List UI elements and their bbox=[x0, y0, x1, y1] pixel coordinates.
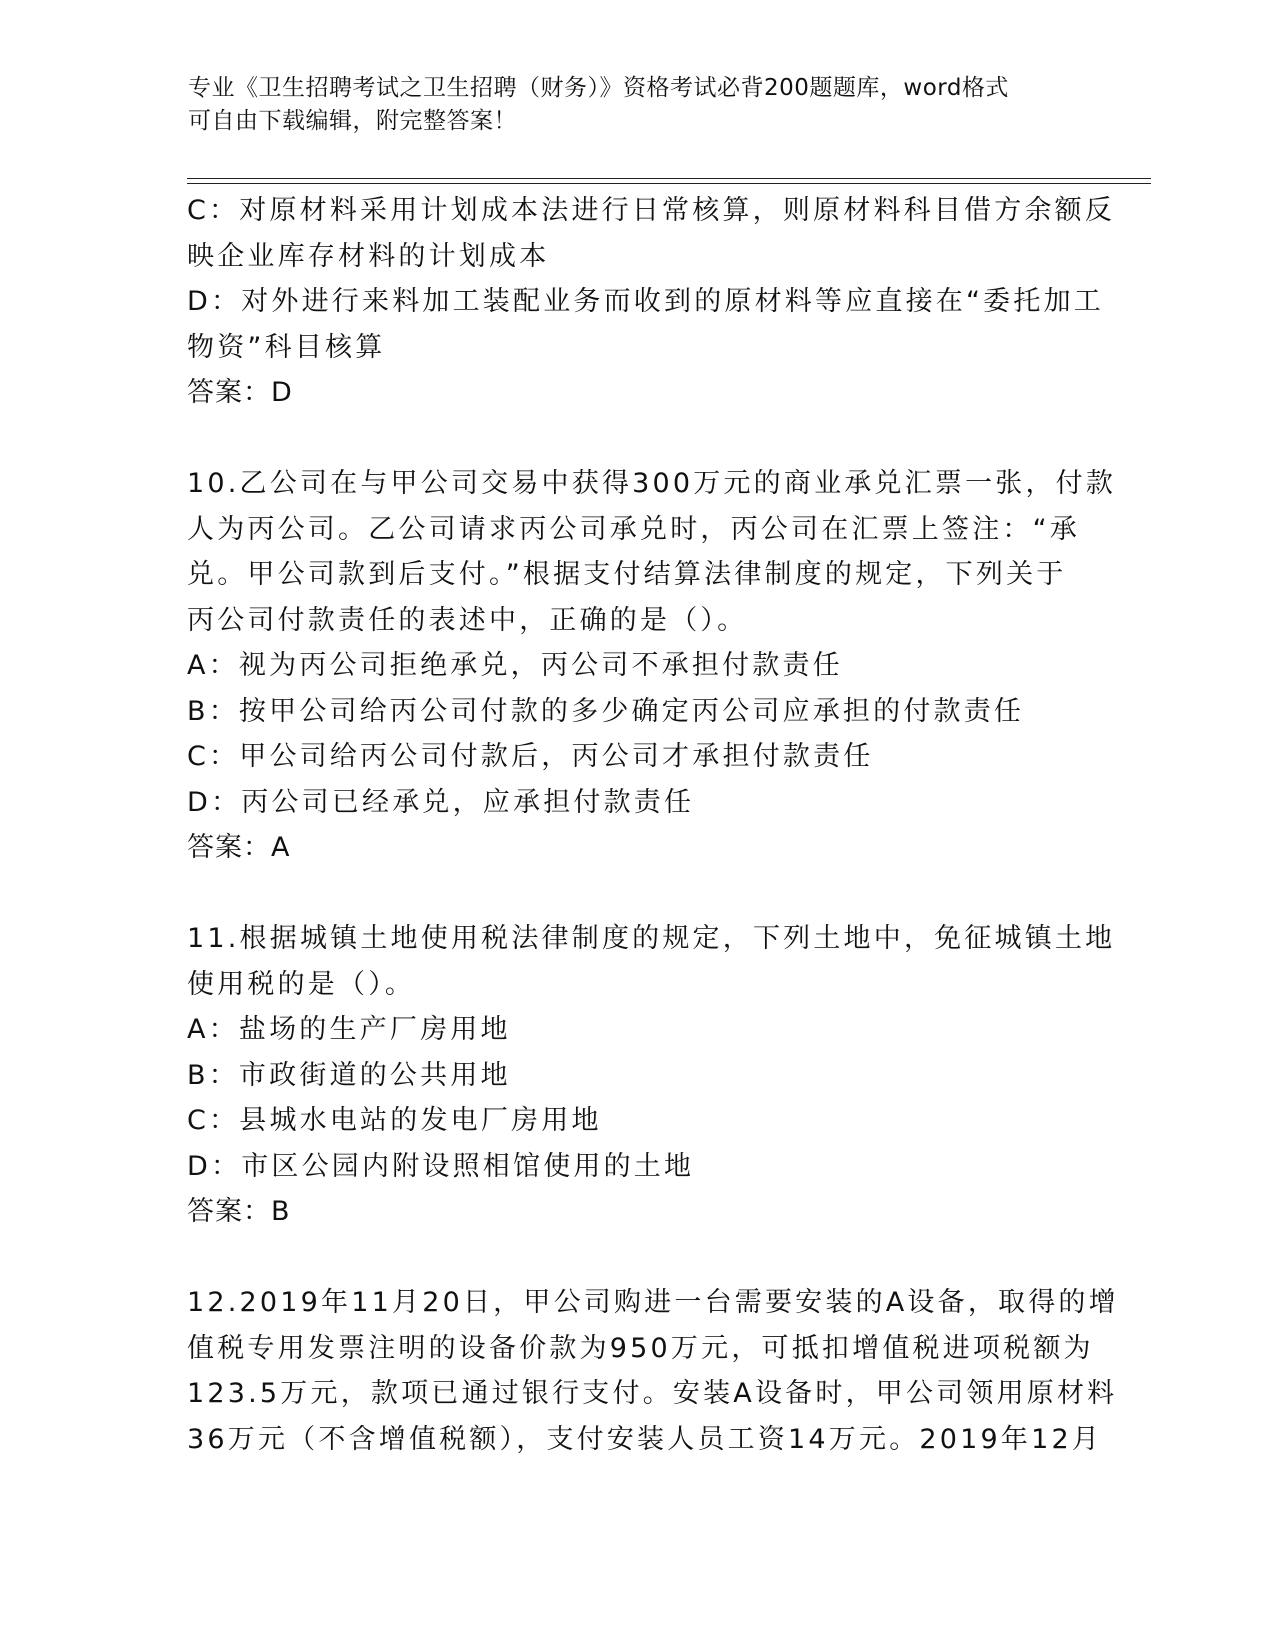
option-c: C：县城水电站的发电厂房用地 bbox=[187, 1105, 602, 1136]
option-a: A：盐场的生产厂房用地 bbox=[187, 1014, 511, 1045]
option-b: B：按甲公司给丙公司付款的多少确定丙公司应承担的付款责任 bbox=[187, 695, 1025, 727]
spacer bbox=[187, 416, 1087, 462]
spacer bbox=[187, 1235, 1087, 1281]
answer: 答案：D bbox=[187, 377, 293, 408]
header-divider-top bbox=[187, 178, 1151, 179]
question-stem-line: 123.5万元，款项已通过银行支付。安装A设备时，甲公司领用原材料 bbox=[187, 1378, 1118, 1409]
header-title-line-1: 专业《卫生招聘考试之卫生招聘（财务）》资格考试必背200题题库，word格式 bbox=[188, 75, 1009, 101]
question-stem-line: 10.乙公司在与甲公司交易中获得300万元的商业承兑汇票一张，付款 bbox=[187, 468, 1117, 499]
option-a: A：视为丙公司拒绝承兑，丙公司不承担付款责任 bbox=[187, 650, 843, 681]
question-stem-line: 12.2019年11月20日，甲公司购进一台需要安装的A设备，取得的增 bbox=[187, 1287, 1119, 1318]
question-11 bbox=[187, 916, 1116, 1235]
option-d: D：丙公司已经承兑，应承担付款责任 bbox=[187, 786, 695, 818]
question-12 bbox=[187, 1280, 1119, 1462]
option-c-line-2: 映企业库存材料的计划成本 bbox=[187, 240, 550, 272]
option-c: C：甲公司给丙公司付款后，丙公司才承担付款责任 bbox=[187, 741, 874, 772]
option-b: B：市政街道的公共用地 bbox=[187, 1059, 511, 1091]
question-stem-line: 36万元（不含增值税额），支付安装人员工资14万元。2019年12月 bbox=[187, 1423, 1103, 1455]
option-c-line-1: C：对原材料采用计划成本法进行日常核算，则原材料科目借方余额反 bbox=[187, 195, 1116, 226]
question-stem-line: 11.根据城镇土地使用税法律制度的规定，下列土地中，免征城镇土地 bbox=[187, 923, 1116, 954]
question-stem-line: 兑。甲公司款到后支付。”根据支付结算法律制度的规定，下列关于 bbox=[187, 559, 1067, 590]
option-d-line-1: D：对外进行来料加工装配业务而收到的原材料等应直接在“委托加工 bbox=[187, 286, 1104, 317]
answer: 答案：B bbox=[187, 1196, 291, 1227]
document-header bbox=[188, 72, 1088, 138]
question-stem-line: 人为丙公司。乙公司请求丙公司承兑时，丙公司在汇票上签注：“承 bbox=[187, 513, 1080, 545]
option-d-line-2: 物资”科目核算 bbox=[187, 331, 386, 363]
document-body bbox=[187, 188, 1119, 1462]
question-stem-line: 使用税的是（）。 bbox=[187, 968, 416, 1000]
question-stem-line: 丙公司付款责任的表述中，正确的是（）。 bbox=[187, 604, 748, 636]
header-title-line-2: 可自由下载编辑，附完整答案！ bbox=[188, 108, 517, 134]
question-10 bbox=[187, 461, 1117, 871]
option-d: D：市区公园内附设照相馆使用的土地 bbox=[187, 1150, 695, 1182]
answer: 答案：A bbox=[187, 832, 291, 863]
question-stem-line: 值税专用发票注明的设备价款为950万元，可抵扣增值税进项税额为 bbox=[187, 1332, 1094, 1364]
spacer bbox=[187, 871, 1087, 917]
header-divider-bottom bbox=[187, 183, 1151, 184]
question-9-tail bbox=[187, 188, 1116, 416]
